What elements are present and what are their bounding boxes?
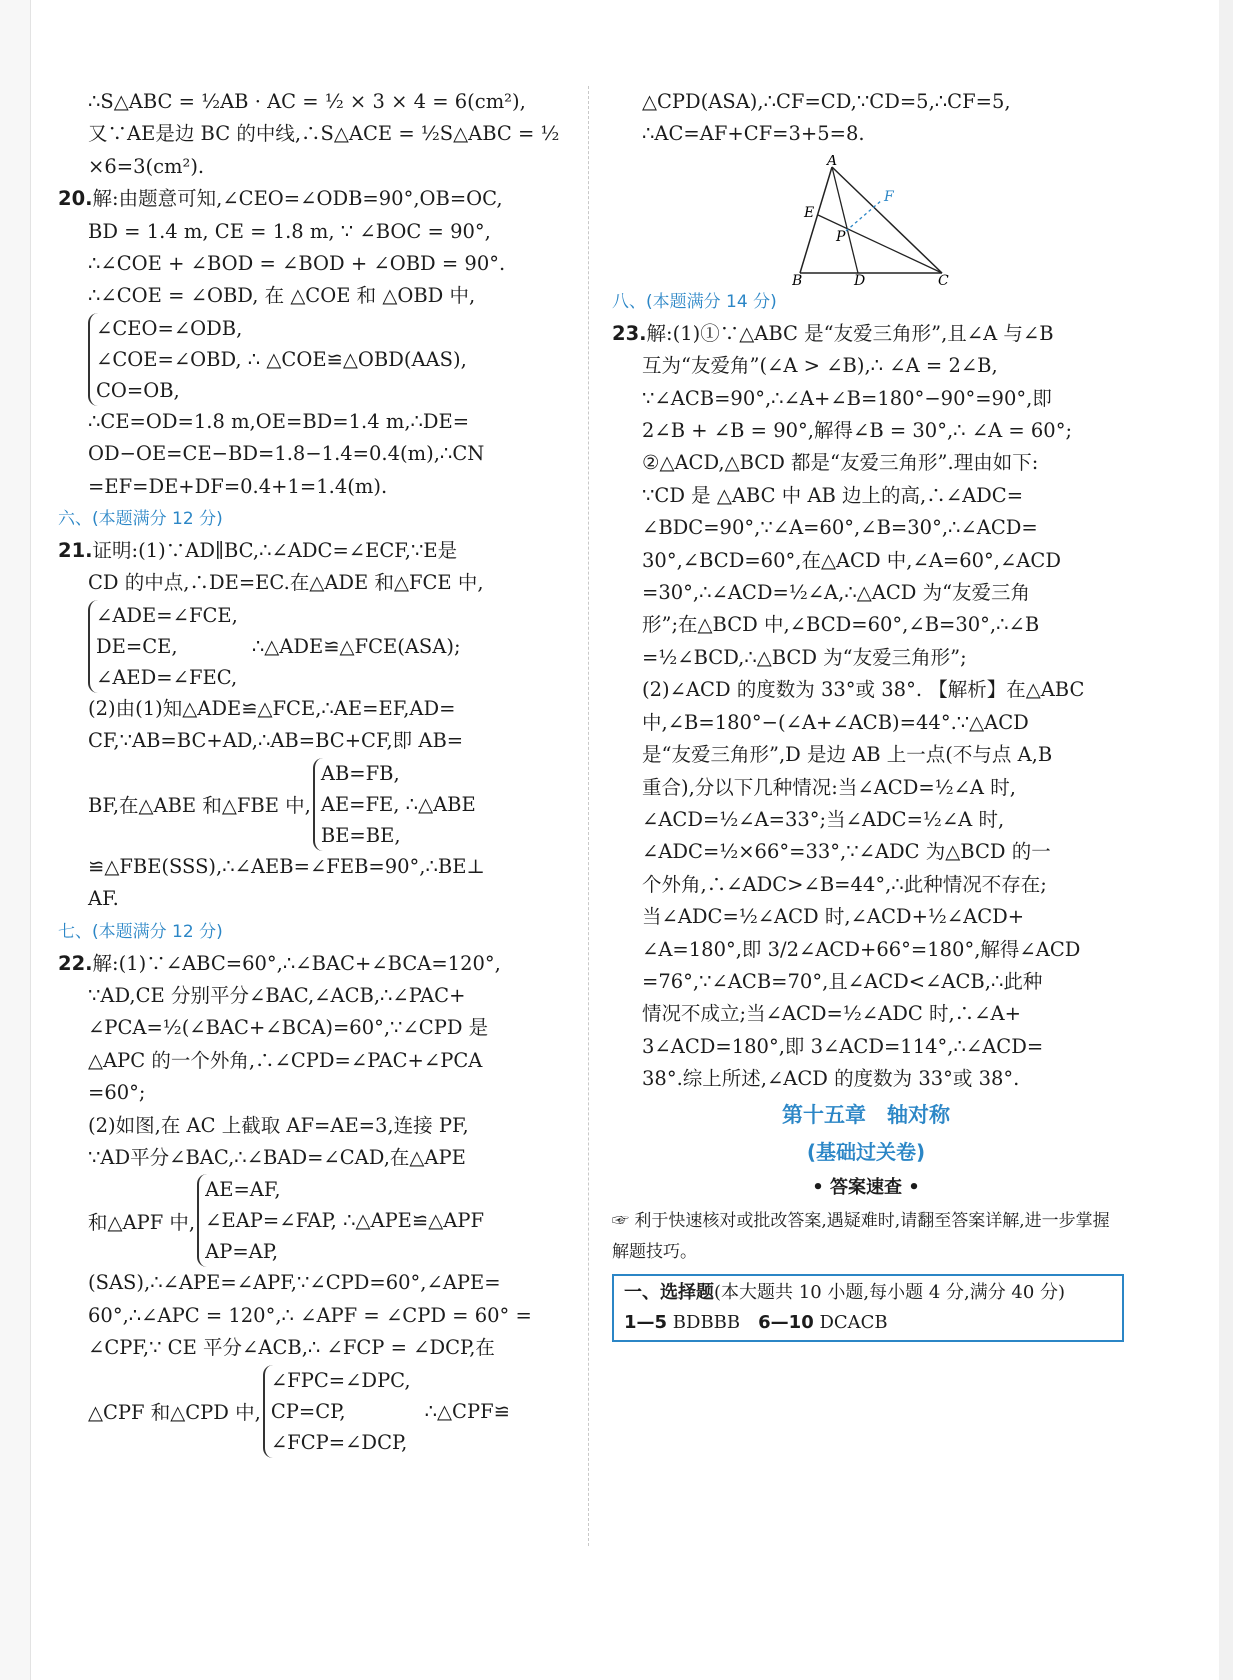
equation-line: BE=BE, (320, 823, 401, 847)
label-p: P (836, 228, 846, 245)
question-23-first-line: 23.解:(1)①∵△ABC 是“友爱三角形”,且∠A 与∠B (612, 321, 1054, 345)
text-line: ∴∠COE = ∠OBD, 在 △COE 和 △OBD 中, (88, 284, 476, 308)
text-line: =EF=DE+DF=0.4+1=1.4(m). (88, 474, 388, 498)
right-column (612, 86, 1120, 1342)
label-b: B (792, 272, 803, 285)
equation-conclusion: ∴△CPF≌ (424, 1399, 510, 1423)
text-line: 中,∠B=180°−(∠A+∠ACB)=44°.∵△ACD (642, 710, 1029, 734)
section-heading-6: 六、(本题满分 12 分) (58, 509, 223, 530)
text-line: ∠A=180°,即 3/2∠ACD+66°=180°,解得∠ACD (642, 937, 1081, 961)
equation-line: DE=CE, (96, 634, 178, 658)
section-heading-8: 八、(本题满分 14 分) (612, 291, 777, 312)
question-number: 22. (58, 951, 93, 975)
brace-group (313, 758, 476, 851)
text-line: 60°,∴∠APC = 120°,∴ ∠APF = ∠CPD = 60° = (88, 1303, 532, 1327)
text-line: ∠BDC=90°,∵∠A=60°,∠B=30°,∴∠ACD= (642, 516, 1038, 540)
text-line: 又∵AE是边 BC 的中线,∴S△ACE = ½S△ABC = ½ (88, 122, 560, 146)
text-line: ∴CE=OD=1.8 m,OE=BD=1.4 m,∴DE= (88, 409, 470, 433)
equation-line: ∠FCP=∠DCP, (270, 1430, 408, 1454)
chapter-title: 第十五章 轴对称 (782, 1102, 950, 1127)
text-line: 38°.综上所述,∠ACD 的度数为 33°或 38°. (642, 1067, 1020, 1091)
equation-lead: BF,在△ABE 和△FBE 中, (88, 794, 311, 818)
text-line: 形”;在△BCD 中,∠BCD=60°,∠B=30°,∴∠B (642, 613, 1040, 637)
text-line: ∴∠COE + ∠BOD = ∠BOD + ∠OBD = 90°. (88, 252, 506, 276)
equation-line: CO=OB, (96, 378, 180, 402)
text-line: ∠PCA=½(∠BAC+∠BCA)=60°,∵∠CPD 是 (88, 1016, 489, 1040)
equation-line: AE=FE, ∴△ABE (320, 792, 476, 816)
brace-group (88, 600, 238, 693)
left-column (58, 86, 568, 1458)
brace-group (88, 313, 467, 406)
answer-heading: 一、选择题(本大题共 10 小题,每小题 4 分,满分 40 分) (624, 1281, 1066, 1303)
text-line: OD−OE=CE−BD=1.8−1.4=0.4(m),∴CN (88, 442, 485, 466)
chapter-subtitle: (基础过关卷) (806, 1139, 926, 1164)
equation-line: AB=FB, (320, 761, 400, 785)
equation-line: AE=AF, (205, 1178, 281, 1202)
text-line: ∵AD平分∠BAC,∴∠BAD=∠CAD,在△APE (88, 1145, 466, 1169)
page-binding-edge (1219, 0, 1233, 1680)
text-line: △CPD(ASA),∴CF=CD,∵CD=5,∴CF=5, (642, 90, 1011, 113)
question-number: 23. (612, 321, 647, 345)
equation-system (58, 313, 568, 406)
section-heading-7: 七、(本题满分 12 分) (58, 921, 223, 942)
pointing-hand-icon: ☞ (612, 1210, 629, 1231)
text-line: ∠ACD=½∠A=33°;当∠ADC=½∠A 时, (642, 807, 1005, 831)
answer-box (612, 1274, 1124, 1342)
equation-line: ∠CEO=∠ODB, (96, 316, 243, 340)
tip-text: ☞ 利于快速核对或批改答案,遇疑难时,请翻至答案详解,进一步掌握解题技巧。 (612, 1210, 1110, 1262)
column-divider (588, 86, 589, 1546)
equation-system (58, 1365, 568, 1458)
equation-line: ∠FPC=∠DPC, (270, 1368, 411, 1392)
text-line: ∵CD 是 △ABC 中 AB 边上的高,∴∠ADC= (642, 483, 1024, 507)
equation-lead: △CPF 和△CPD 中, (88, 1401, 261, 1425)
label-d: D (854, 272, 866, 285)
text-line: 个外角,∴∠ADC>∠B=44°,∴此种情况不存在; (642, 872, 1047, 896)
text-line: 30°,∠BCD=60°,在△ACD 中,∠A=60°,∠ACD (642, 548, 1061, 572)
text-line: 是“友爱三角形”,D 是边 AB 上一点(不与点 A,B (642, 743, 1053, 767)
text-line: △APC 的一个外角,∴∠CPD=∠PAC+∠PCA (88, 1048, 483, 1072)
text-line: 当∠ADC=½∠ACD 时,∠ACD+½∠ACD+ (642, 905, 1025, 929)
text-line: ∴S△ABC = ½AB · AC = ½ × 3 × 4 = 6(cm²), (88, 90, 526, 113)
brace-group (197, 1174, 484, 1267)
equation-line: CP=CP, (270, 1399, 346, 1423)
text-line: ∵∠ACB=90°,∴∠A+∠B=180°−90°=90°,即 (642, 386, 1052, 410)
text-line: ∠CPF,∵ CE 平分∠ACB,∴ ∠FCP = ∠DCP,在 (88, 1336, 495, 1360)
text-line: ∴AC=AF+CF=3+5=8. (642, 122, 865, 146)
text-line: =30°,∴∠ACD=½∠A,∴△ACD 为“友爱三角 (642, 581, 1031, 605)
text-line: =½∠BCD,∴△BCD 为“友爱三角形”; (642, 645, 967, 669)
quick-check-heading: • 答案速查 • (812, 1176, 920, 1198)
question-21-first-line: 21.证明:(1)∵AD∥BC,∴∠ADC=∠ECF,∵E是 (58, 539, 458, 563)
text-line: =60°; (88, 1081, 146, 1105)
equation-system (58, 758, 568, 851)
equation-lead: 和△APF 中, (88, 1210, 196, 1234)
text-line: 情况不成立;当∠ACD=½∠ADC 时,∴∠A+ (642, 1002, 1021, 1026)
text-line: 3∠ACD=180°,即 3∠ACD=114°,∴∠ACD= (642, 1034, 1044, 1058)
text-line: (2)如图,在 AC 上截取 AF=AE=3,连接 PF, (88, 1113, 469, 1137)
text-line: 2∠B + ∠B = 90°,解得∠B = 30°,∴ ∠A = 60°; (642, 419, 1073, 443)
equation-system (58, 600, 568, 693)
equation-conclusion: ∴△ADE≌△FCE(ASA); (251, 634, 461, 658)
question-number: 20. (58, 187, 93, 211)
question-20-first-line: 20.解:由题意可知,∠CEO=∠ODB=90°,OB=OC, (58, 187, 503, 211)
bisector-ad (832, 167, 858, 273)
label-a: A (827, 154, 838, 169)
text-line: =76°,∵∠ACB=70°,且∠ACD<∠ACB,∴此种 (642, 969, 1043, 993)
label-e: E (804, 204, 815, 221)
segment-pf (846, 200, 882, 231)
triangle-diagram (792, 155, 972, 285)
equation-line: ∠COE=∠OBD, ∴ △COE≌△OBD(AAS), (96, 347, 467, 371)
question-22-first-line: 22.解:(1)∵∠ABC=60°,∴∠BAC+∠BCA=120°, (58, 951, 501, 975)
equation-line: ∠EAP=∠FAP, ∴△APE≌△APF (205, 1209, 484, 1233)
equation-line: ∠ADE=∠FCE, (96, 603, 238, 627)
text-line: BD = 1.4 m, CE = 1.8 m, ∵ ∠BOC = 90°, (88, 219, 491, 243)
text-line: (2)∠ACD 的度数为 33°或 38°. 【解析】在△ABC (642, 678, 1085, 702)
equation-line: ∠AED=∠FEC, (96, 665, 238, 689)
text-line: (SAS),∴∠APE=∠APF,∵∠CPD=60°,∠APE= (88, 1271, 501, 1295)
text-line: 互为“友爱角”(∠A > ∠B),∴ ∠A = 2∠B, (642, 354, 998, 378)
brace-group (263, 1365, 411, 1458)
text-line: CF,∵AB=BC+AD,∴AB=BC+CF,即 AB= (88, 729, 464, 753)
answer-key: 1—5 BDBBB 6—10 DCACB (624, 1311, 888, 1333)
equation-line: AP=AP, (205, 1240, 279, 1264)
text-line: (2)由(1)知△ADE≌△FCE,∴AE=EF,AD= (88, 696, 456, 720)
question-number: 21. (58, 539, 93, 563)
equation-system (58, 1174, 568, 1267)
triangle-figure (612, 151, 1120, 286)
edge-ac (832, 167, 942, 273)
label-c: C (938, 272, 949, 285)
text-line: ②△ACD,△BCD 都是“友爱三角形”.理由如下: (642, 451, 1039, 475)
text-line: AF. (88, 887, 119, 911)
label-f: F (884, 188, 894, 205)
text-line: ∵AD,CE 分别平分∠BAC,∠ACB,∴∠PAC+ (88, 983, 466, 1007)
text-line: ≌△FBE(SSS),∴∠AEB=∠FEB=90°,∴BE⊥ (88, 854, 485, 878)
text-line: 重合),分以下几种情况:当∠ACD=½∠A 时, (642, 775, 1016, 799)
previous-page-edge (0, 0, 31, 1680)
text-line: ×6=3(cm²). (88, 154, 205, 178)
text-line: CD 的中点,∴DE=EC.在△ADE 和△FCE 中, (88, 571, 484, 595)
text-line: ∠ADC=½×66°=33°,∵∠ADC 为△BCD 的一 (642, 840, 1051, 864)
